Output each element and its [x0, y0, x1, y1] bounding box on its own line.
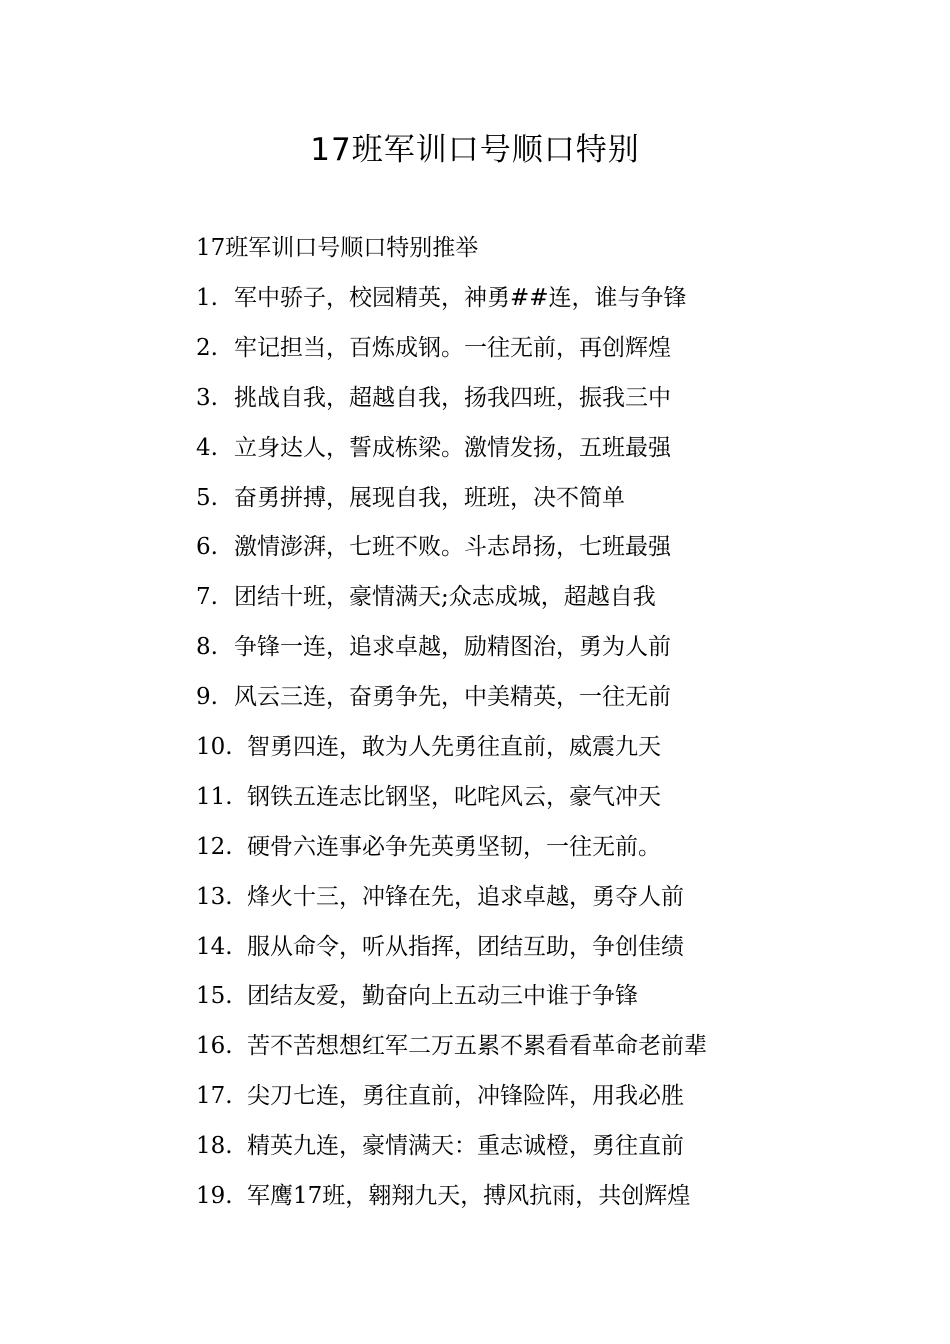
list-item-text: 硬骨六连事必争先英勇坚韧，一往无前。 — [247, 833, 661, 860]
list-item-text: 尖刀七连，勇往直前，冲锋险阵，用我必胜 — [247, 1083, 684, 1110]
list-item-number: 15. — [196, 983, 233, 1010]
list-item-text: 钢铁五连志比钢坚，叱咤风云，豪气冲天 — [247, 783, 661, 810]
list-item — [196, 729, 707, 779]
list-item-number: 5. — [196, 484, 218, 511]
list-item — [196, 330, 707, 380]
document-subtitle: 17班军训口号顺口特别推举 — [196, 235, 479, 261]
list-item-number: 14. — [196, 933, 233, 960]
list-item — [196, 579, 707, 629]
list-item-number: 10. — [196, 734, 233, 761]
list-item — [196, 529, 707, 579]
list-item-number: 9. — [196, 684, 218, 711]
list-item — [196, 280, 707, 330]
list-item-text: 奋勇拼搏，展现自我，班班，决不简单 — [234, 484, 625, 511]
list-item-number: 16. — [196, 1033, 233, 1060]
list-item-number: 18. — [196, 1133, 233, 1160]
list-item-text: 牢记担当，百炼成钢。一往无前，再创辉煌 — [234, 334, 671, 361]
list-item-text: 智勇四连，敢为人先勇往直前，威震九天 — [247, 734, 661, 761]
list-item — [196, 430, 707, 480]
slogan-list — [196, 280, 707, 1228]
list-item-number: 8. — [196, 634, 218, 661]
list-item-text: 团结友爱，勤奋向上五动三中谁于争锋 — [247, 983, 638, 1010]
list-item-number: 3. — [196, 384, 218, 411]
list-item-number: 12. — [196, 833, 233, 860]
list-item — [196, 1178, 707, 1228]
list-item-number: 11. — [196, 783, 233, 810]
list-item — [196, 929, 707, 979]
list-item — [196, 1078, 707, 1128]
document-title: 17班军训口号顺口特别 — [310, 132, 640, 168]
list-item-number: 2. — [196, 334, 218, 361]
list-item — [196, 629, 707, 679]
list-item-text: 军中骄子，校园精英，神勇##连，谁与争锋 — [234, 285, 687, 311]
list-item-text: 军鹰17班，翱翔九天，搏风抗雨，共创辉煌 — [247, 1183, 691, 1210]
list-item — [196, 779, 707, 829]
list-item-number: 19. — [196, 1183, 233, 1210]
list-item — [196, 480, 707, 530]
list-item-text: 挑战自我，超越自我，扬我四班，振我三中 — [234, 384, 671, 411]
list-item-number: 7. — [196, 584, 218, 611]
list-item-text: 争锋一连，追求卓越，励精图治，勇为人前 — [234, 634, 671, 661]
list-item-text: 立身达人，誓成栋梁。激情发扬，五班最强 — [234, 434, 671, 461]
list-item — [196, 380, 707, 430]
list-item-text: 激情澎湃，七班不败。斗志昂扬，七班最强 — [234, 534, 671, 561]
list-item-number: 4. — [196, 434, 218, 461]
list-item-text: 烽火十三，冲锋在先，追求卓越，勇夺人前 — [247, 883, 684, 910]
list-item-text: 团结十班，豪情满天;众志成城，超越自我 — [234, 584, 656, 611]
list-item — [196, 978, 707, 1028]
list-item-number: 17. — [196, 1083, 233, 1110]
list-item-text: 精英九连，豪情满天：重志诚橙，勇往直前 — [247, 1133, 684, 1160]
list-item — [196, 679, 707, 729]
list-item-number: 13. — [196, 883, 233, 910]
list-item-number: 6. — [196, 534, 218, 561]
list-item — [196, 829, 707, 879]
list-item — [196, 1028, 707, 1078]
list-item-text: 苦不苦想想红军二万五累不累看看革命老前辈 — [247, 1033, 707, 1060]
list-item — [196, 879, 707, 929]
list-item-number: 1. — [196, 285, 218, 311]
list-item-text: 服从命令，听从指挥，团结互助，争创佳绩 — [247, 933, 684, 960]
list-item — [196, 1128, 707, 1178]
list-item-text: 风云三连，奋勇争先，中美精英，一往无前 — [234, 684, 671, 711]
